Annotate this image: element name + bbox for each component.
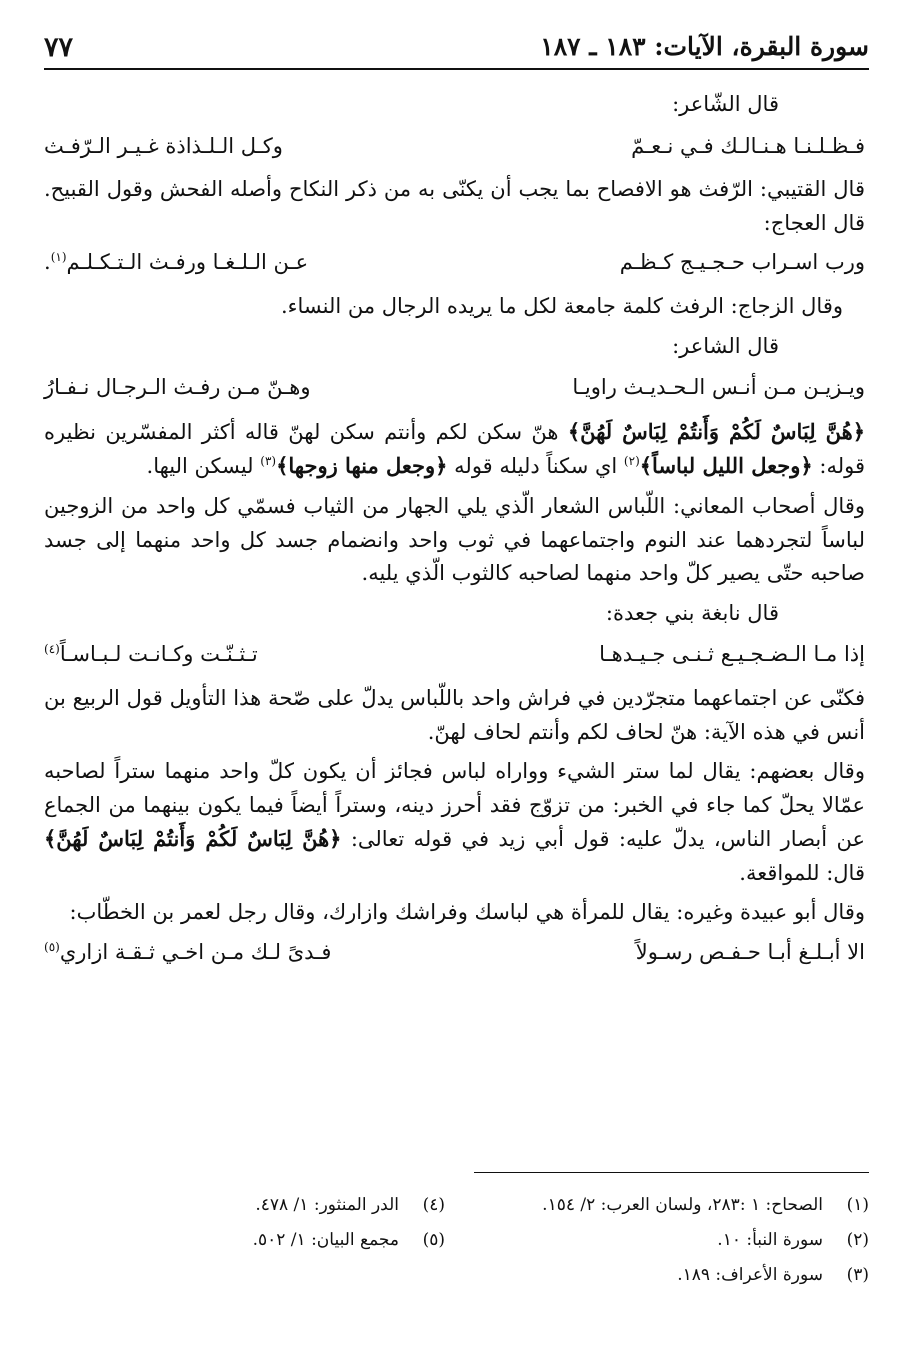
footnote-1 (542, 1188, 869, 1223)
paragraph-ashab-almaani: وقال أصحاب المعاني: اللّباس الشعار الّذي يلي الجهار من الثياب فسمّي كل واحد من الزوجين لباساً لتجردهما عند النوم واجتماعهما في ثوب واحد وانضمام جسد كل واحد منهما إلى جسد صاحبه حتّى يصير كلّ واحد منهما لصاحبه كالثوب الّذي يليه. (44, 493, 865, 586)
verse-2 (44, 246, 865, 280)
footnote-4-number: (٤) (422, 1195, 445, 1215)
footnote-5 (253, 1223, 445, 1258)
footnote-4 (253, 1188, 445, 1223)
verse-1 (44, 130, 865, 164)
verse-5-second-hemistich: فـدىً لـك مـن اخـي ثـقـة ازاري (59, 940, 332, 965)
footnote-ref-5: (٥) (44, 940, 60, 955)
page-number: ٧٧ (44, 32, 74, 63)
footnote-ref-4: (٤) (44, 642, 60, 657)
paragraph-qutaybi: قال القتيبي: الرّفث هو الافصاح بما يجب أن يكنّى به من ذكر النكاح وأصله الفحش وقول القبيح. قال العجاج: (44, 177, 865, 235)
paragraph-baduhum-text-1: وقال بعضهم: يقال لما ستر الشيء وواراه لباس فجائز أن يكون كلّ واحد منهما ستراً لصاحبه عمّالا يحلّ كما جاء في الخبر: من تزوّج فقد أحرز دينه، وستراً أيضاً فيما يكون بينهما من الجماع عن أبصار الناس، يدلّ عليه: قول أبي زيد في قوله تعالى: (44, 759, 865, 852)
verse-3-second-hemistich: وهـنّ مـن رفـث الـرجـال نـفـارُ (44, 375, 311, 400)
verse-2-second-group (44, 246, 308, 280)
verse-1-first-hemistich: فـظـلـنـا هـنـالـك فـي نـعـمّ (631, 133, 865, 158)
verse-4-first-hemistich: إذا مـا الـضـجـيـع ثـنـى جـيـدهـا (599, 642, 865, 667)
footnote-3-number: (٣) (846, 1264, 869, 1285)
paragraph-sakan (44, 415, 865, 484)
running-header (44, 28, 869, 70)
quran-quote-2: ﴿وجعل الليل لباساً﴾ (639, 453, 813, 479)
verse-2-end-mark: . (44, 250, 51, 275)
paragraph-sakan-text-1: هنّ سكن لكم وأنتم سكن لهنّ قاله أكثر المفسّرين نظيره قوله: (44, 419, 865, 479)
footnote-3 (542, 1258, 869, 1293)
verse-2-second-hemistich: عـن الـلـغـا ورفـث الـتـكـلـم (66, 250, 309, 275)
paragraph-sakan-text-2: اي سكناً دليله قوله (447, 454, 624, 479)
verse-5-second-group (44, 936, 331, 970)
paragraph-zajjaj: وقال الزجاج: الرفث كلمة جامعة لكل ما يريده الرجال من النساء. (280, 293, 843, 318)
paragraph-sakan-text-3: ليسكن اليها. (146, 454, 261, 479)
paragraph-rabi: فكنّى عن اجتماعهما متجرّدين في فراش واحد باللّباس يدلّ على صّحة هذا التأويل قول الربيع بن أنس في هذه الآية: هنّ لحاف لكم وأنتم لحاف لهنّ. (44, 685, 865, 744)
header-title: سورة البقرة، الآيات: ١٨٣ ـ ١٨٧ (540, 32, 869, 61)
footnote-ref-2: (٢) (623, 454, 640, 469)
verse-5 (44, 936, 865, 970)
footnote-1-text: الصحاح: ١ :٢٨٣، ولسان العرب: ٢/ ١٥٤. (542, 1195, 823, 1215)
verse-1-second-hemistich: وكـل الـلـذاذة غـيـر الـرّفـث (44, 133, 283, 158)
footnote-ref-1: (١) (50, 250, 67, 265)
footnote-3-text: سورة الأعراف: ١٨٩. (677, 1264, 823, 1285)
verse-2-first-hemistich: ورب اسـراب حـجـيـج كـظـم (619, 250, 865, 275)
verse-4 (44, 638, 865, 672)
footnote-2-number: (٢) (846, 1229, 869, 1250)
verse-4-second-hemistich: تـثـنّـت وكـانـت لـبـاسـاً (59, 642, 258, 667)
quran-quote-1: ﴿هُنَّ لِبَاسٌ لَكُمْ وَأَنتُمْ لِبَاسٌ لَهُنَّ﴾ (567, 418, 865, 444)
footnotes-right-column (542, 1188, 869, 1293)
footnote-separator (474, 1172, 869, 1173)
verse-3-first-hemistich: ويـزيـن مـن أنـس الـحـديـث راويـا (572, 375, 865, 400)
footnote-1-number: (١) (846, 1195, 869, 1215)
footnotes-left-column (253, 1188, 445, 1258)
verse-5-first-hemistich: الا أبـلـغ أبـا حـفـص رسـولاً (635, 940, 865, 965)
verse-3 (44, 371, 865, 405)
poet-label-3: قال نابغة بني جعدة: (605, 600, 779, 625)
footnote-4-text: الدر المنثور: ١/ ٤٧٨. (255, 1195, 399, 1215)
poet-label-1: قال الشّاعر: (672, 92, 779, 116)
footnote-2-text: سورة النبأ: ١٠. (717, 1229, 823, 1250)
verse-4-second-group (44, 638, 258, 672)
paragraph-abu-ubayda: وقال أبو عبيدة وغيره: يقال للمرأة هي لباسك وفراشك وازارك، وقال رجل لعمر بن الخطّاب: (69, 900, 865, 925)
quran-quote-4: ﴿هُنَّ لِبَاسٌ لَكُمْ وَأَنتُمْ لِبَاسٌ لَهُنَّ﴾ (44, 826, 342, 852)
footnote-2 (542, 1223, 869, 1258)
footnote-ref-3: (٣) (260, 454, 277, 469)
footnote-5-number: (٥) (422, 1229, 445, 1250)
quran-quote-3: ﴿وجعل منها زوجها﴾ (276, 453, 448, 479)
footnote-5-text: مجمع البيان: ١/ ٥٠٢. (252, 1229, 399, 1250)
poet-label-2: قال الشاعر: (672, 333, 779, 358)
main-text (44, 88, 865, 980)
paragraph-baduhum-text-2: قال: للمواقعة. (739, 860, 865, 885)
paragraph-baduhum (44, 755, 865, 890)
